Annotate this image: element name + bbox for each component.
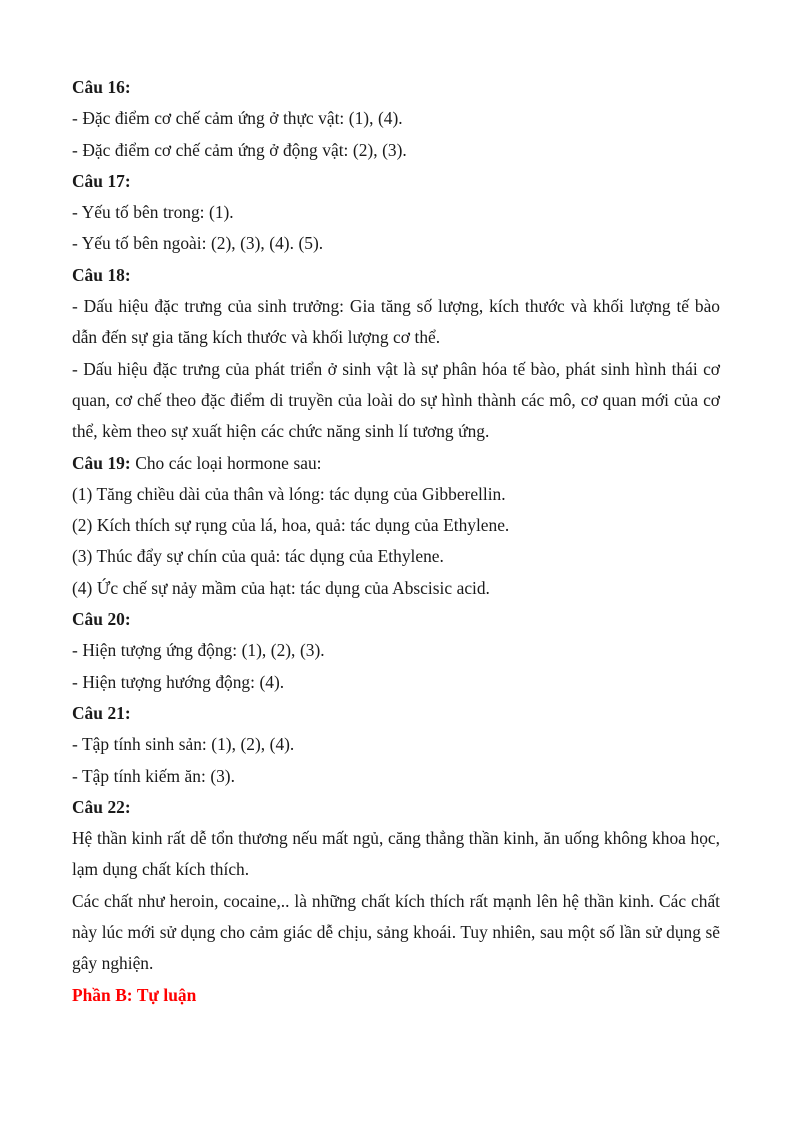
hormone-item-3: (3) Thúc đẩy sự chín của quả: tác dụng của Ethylene. [72, 546, 444, 567]
question-heading-19 [72, 448, 720, 479]
question-heading-22: Câu 22: [72, 796, 131, 817]
hormone-item-4: (4) Ức chế sự nảy mầm của hạt: tác dụng của Abscisic acid. [72, 577, 490, 598]
question-heading-21: Câu 21: [72, 702, 131, 723]
answer-line-21-2: - Tập tính kiếm ăn: (3). [72, 765, 235, 786]
question-heading-20: Câu 20: [72, 609, 131, 630]
hormone-item-2: (2) Kích thích sự rụng của lá, hoa, quả: tác dụng của Ethylene. [72, 515, 510, 536]
answer-line-20-2: - Hiện tượng hướng động: (4). [72, 671, 285, 692]
section-heading-part-b: Phần B: Tự luận [72, 984, 197, 1005]
answer-line-21-1: - Tập tính sinh sản: (1), (2), (4). [72, 734, 295, 755]
document-body [72, 72, 720, 1011]
question-heading-16: Câu 16: [72, 77, 131, 97]
answer-line-17-1: - Yếu tố bên trong: (1). [72, 202, 234, 223]
answer-line-16-1: - Đặc điểm cơ chế cảm ứng ở thực vật: (1), (4). [72, 108, 403, 129]
answer-paragraph-22-2: Các chất như heroin, cocaine,.. là những chất kích thích rất mạnh lên hệ thần kinh. Các chất này lúc mới sử dụng cho cảm giác dễ chịu, sảng khoái. Tuy nhiên, sau một số lần sử dụng sẽ gây nghiện. [72, 890, 720, 974]
answer-paragraph-22-1: Hệ thần kinh rất dễ tổn thương nếu mất ngủ, căng thẳng thần kinh, ăn uống không khoa học, lạm dụng chất kích thích. [72, 828, 720, 880]
answer-line-16-2: - Đặc điểm cơ chế cảm ứng ở động vật: (2), (3). [72, 139, 407, 160]
answer-paragraph-18-2: - Dấu hiệu đặc trưng của phát triển ở sinh vật là sự phân hóa tế bào, phát sinh hình thái cơ quan, cơ chế theo đặc điểm di truyền của loài do sự hình thành các mô, cơ quan mới của cơ thể, kèm theo sự xuất hiện các chức năng sinh lí tương ứng. [72, 358, 720, 442]
hormone-item-1: (1) Tăng chiều dài của thân và lóng: tác dụng của Gibberellin. [72, 483, 506, 504]
answer-line-17-2: - Yếu tố bên ngoài: (2), (3), (4). (5). [72, 233, 324, 254]
question-text-19: Cho các loại hormone sau: [135, 452, 322, 473]
question-heading-17: Câu 17: [72, 170, 131, 191]
question-heading-18: Câu 18: [72, 264, 131, 285]
question-label-19: Câu 19: [72, 452, 131, 473]
answer-line-20-1: - Hiện tượng ứng động: (1), (2), (3). [72, 640, 325, 661]
answer-paragraph-18-1: - Dấu hiệu đặc trưng của sinh trưởng: Gia tăng số lượng, kích thước và khối lượng tế bào dẫn đến sự gia tăng kích thước và khối lượng cơ thể. [72, 296, 720, 348]
